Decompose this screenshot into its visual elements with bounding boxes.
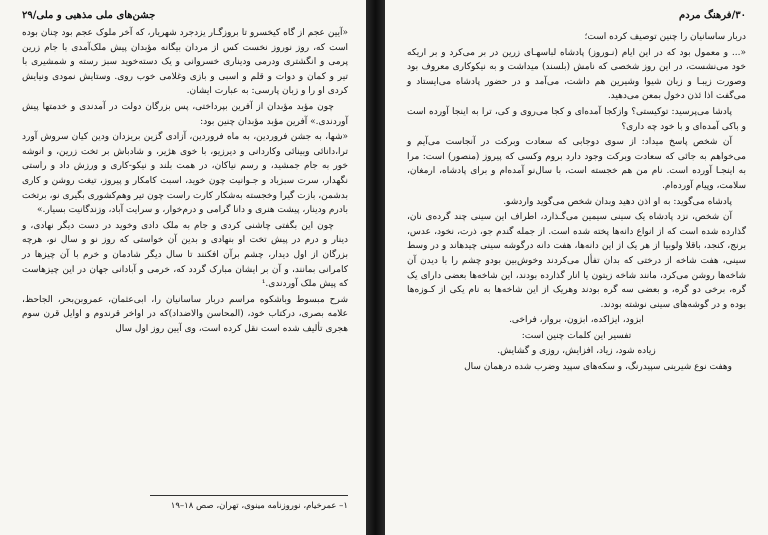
right-paragraph-2: «... و معمول بود که در این ایام (نـوروز) پادشاه لباسهـای زرین در بر می‌کرد و بر اریکه خود می‌نشست، در این روز شخصی که نامش (بلسند) میداشت و به نیکوکاری معروف بود وصورت زیبـا و زبان شیوا وشیرین هم داشت، می‌آمد و در حضور پادشاه می‌ایستاد و می‌گفت اذا ئذن دخول بمعن می‌دهید.: [407, 47, 746, 102]
right-paragraph-7: ابزود، ایزاکده، ابزون، بروار، فراخی.: [509, 315, 644, 326]
right-paragraph-6: آن شخص، نزد پادشاه یک سینی سیمین می‌گـذارد، اطراف این سینی چند گرده‌ی نان، گذارده شده است که از انواع دانه‌ها پخته شده است. از جمله گندم جو، ذرت، نخود، عدس، برنج، کنجد، باقلا ولوبیا از هر یک از این دانه‌ها، هفت دانه درگوشه سینی چیدهاند و در وسط سینی، هفت شاخه از درختی که بدان تفأل می‌کردند وخوش‌بین بودو چشم را با دیدن آن شاخه‌ها روشن می‌کرد، مانند شاخه زیتون یا انار گذارده بودند، این شاخه‌ها بعضی دارای یک گره، برخی دو گره، و بعضی سه گره بودند وهریک از این شاخه‌ها به نام یکی از کـوزه‌ها بوده و در گوشه‌های سینی نوشته بودند.: [407, 212, 746, 310]
right-paragraph-5: پادشاه می‌گوید: به او اذن دهید وبدان شخص می‌گوید واردشو.: [503, 196, 732, 207]
left-paragraph-2: چون مؤبد مؤبدان از آفرین بپرداختی، پس بزرگان دولت در آمدندی و خدمتها پیش آوردندی.» آفرین مؤبد مؤبدان چنین بود:: [22, 101, 348, 127]
page-header-right: ۳۰/فرهنگ مردم: [679, 10, 746, 21]
left-page-body: [22, 26, 348, 336]
left-page: [0, 0, 366, 535]
left-paragraph-4: چون این بگفتی چاشنی کردی و جام به ملک دادی وخوید در دست دیگر نهادی، و دینار و درم در پیش تخت او بنهادی و بدین آن خواستی که روز نو و سال نو، هرچه بزرگان از اول دیدار، چشم برآن افکنند تا سال دیگر شادمان و خرم با آن چیزها در کامرانی بمانند، و آن بر ایشان مبارک گردد که، خرمی و آبادانی جهان در این چیزهاست که پیش ملک آوردندی.¹: [22, 220, 348, 290]
right-paragraph-3: پادشا می‌پرسید: توکیستی؟ وازکجا آمده‌ای و کجا می‌روی و کی، ترا به اینجا آورده است و باکی آمده‌ای و با خود چه داری؟: [407, 106, 746, 132]
right-paragraph-9: زیاده شود، زیاد، افزایش، روزی و گشایش.: [497, 346, 656, 357]
right-paragraph-10: وهفت نوع شیرینی سپیدرنگ، و سکه‌های سپید وضرب شده درهمان سال: [464, 362, 732, 373]
right-paragraph-1: دربار ساسانیان را چنین توصیف کرده است؛: [584, 32, 746, 42]
right-paragraph-8: تفسیر این کلمات چنین است:: [521, 330, 632, 341]
footnote: ۱– عمرخیام، نوروزنامه مینوی، تهران، صص ۱۸–۱۹: [170, 501, 348, 511]
left-paragraph-1: «آیین عجم از گاه کیخسرو تا بروزگـار یزدجرد شهریار، که آخر ملوک عجم بود چنان بوده است که، روز نوروز نخست کس از مردان بیگانه مؤبدان پیش ملک‌آمدی با جام زرین پرمی و انگشتری ودرمی ودیناری خسروانی و یک دسته‌خوید سبز رسته و شمشیری با تیر و کمان و دوات و قلم و اسبی و بازی وغلامی خوب روی. وستایش نمودی ونیایش کردی او را و زبان پارسی: به عبارت ایشان.: [22, 28, 348, 97]
left-paragraph-5: شرح مبسوط وباشکوه مراسم دربار ساسانیان را، ابی‌عثمان، عمروبن‌بحر، الجاحظ، علامه بصری، درکتاب خود، (المحاسن والاضداد)که در اواخر قرندوم و اوایل قرن سوم هجری تألیف شده است نقل کرده است، وی آیین روز اول سال: [22, 294, 348, 334]
footnote-divider: [150, 495, 348, 496]
right-paragraph-4: آن شخص پاسخ میداد: از سوی دوجابی که سعادت وبرکت در آنجاست می‌آیم و می‌خواهم به جائی که سعادت وبرکت وجود دارد بروم وکسی که پیروز (منصور) است: مرا به اینجـا آورده است. نام من هم خجسته است، با سال‌نو آمده‌ام و برای پادشاه، ارمغان، سلامت، وپیام آورده‌ام.: [407, 137, 746, 191]
book-gutter: [366, 0, 385, 535]
right-page-body: [407, 30, 746, 375]
page-header-left: جشن‌های ملی‌ ‌مذهبی و ‌ملی/۲۹: [22, 10, 156, 21]
left-paragraph-3: «شها، به جشن فروردین، به ماه فروردین، آزادی گزین بریزدان ودین کیان سروش آورد ترا،دانائی وبینائی وکاردانی و دیرزیو، با خوی هژیر، و شادباش بر تخت زرین، و انوشه خور به جام جمشید، و رسم نیاکان، در همت بلند و نیکو-کاری و ورزش داد و راستی نگهدار، سرت سبزباد و جـوانیت چون خوید، اسبت کامکار و پیروز، تیغت روشن و کاری بدشمن، بازت گیرا وخجسته به‌شکار کارت راست چون تیر وهم‌کشوری بگیری نو، برتخت بادرم ودینار، پیشت هنری و دانا گرامی و درم‌خوار، و سرایت آباد، وزندگانیت بسیار.»: [22, 132, 348, 216]
right-page: [385, 0, 768, 535]
